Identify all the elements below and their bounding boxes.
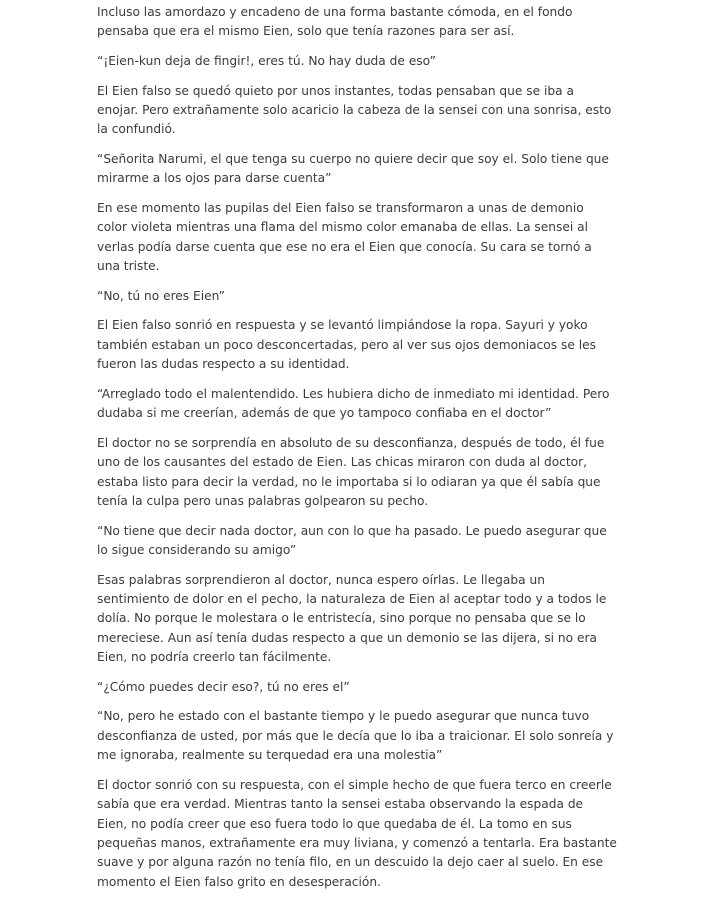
- paragraph-11: Esas palabras sorprendieron al doctor, nunca espero oírlas. Le llegaba un sentimiento de dolor en el pecho, la naturaleza de Eien al aceptar todo y a todos le dolía. No porque le molestara o le entristecía, sino porque no pensaba que se lo mereciese. Aun así tenía dudas respecto a que un demonio se las dijera, si no era Eien, no podría creerlo tan fácilmente.: [97, 572, 607, 665]
- paragraph-13: “No, pero he estado con el bastante tiempo y le puedo asegurar que nunca tuvo desconfianza de usted, por más que le decía que lo iba a traicionar. El solo sonreía y me ignoraba, realmente su terquedad era una molestia”: [97, 709, 614, 763]
- document-body: [97, 3, 617, 902]
- paragraph-2: “¡Eien-kun deja de fingir!, eres tú. No hay duda de eso”: [97, 54, 436, 68]
- paragraph-8: “Arreglado todo el malentendido. Les hubiera dicho de inmediato mi identidad. Pero dudaba si me creerían, además de que yo tampoco confiaba en el doctor”: [97, 386, 610, 421]
- paragraph-9: El doctor no se sorprendía en absoluto de su desconfianza, después de todo, él fue uno de los causantes del estado de Eien. Las chicas miraron con duda al doctor, estaba listo para decir la verdad, no le importaba si lo odiaran ya que él sabía que tenía la culpa pero unas palabras golpearon su pecho.: [97, 435, 605, 509]
- paragraph-14: El doctor sonrió con su respuesta, con el simple hecho de que fuera terco en creerle sabía que era verdad. Mientras tanto la sensei estaba observando la espada de Eien, no podía creer que eso fuera todo lo que quedaba de él. La tomo en sus pequeñas manos, extrañamente era muy liviana, y comenzó a tentarla. Era bastante suave y por alguna razón no tenía filo, en un descuido la dejo caer al suelo. En ese momento el Eien falso grito en desesperación.: [97, 777, 617, 889]
- paragraph-10: “No tiene que decir nada doctor, aun con lo que ha pasado. Le puedo asegurar que lo sigue considerando su amigo”: [97, 523, 607, 558]
- paragraph-7: El Eien falso sonrió en respuesta y se levantó limpiándose la ropa. Sayuri y yoko también estaban un poco desconcertadas, pero al ver sus ojos demoniacos se les fueron las dudas respecto a su identidad.: [97, 318, 596, 372]
- paragraph-4: “Señorita Narumi, el que tenga su cuerpo no quiere decir que soy el. Solo tiene que mirarme a los ojos para darse cuenta”: [97, 152, 609, 186]
- paragraph-1: Incluso las amordazo y encadeno de una forma bastante cómoda, en el fondo pensaba que era el mismo Eien, solo que tenía razones para ser así.: [97, 5, 573, 39]
- paragraph-3: El Eien falso se quedó quieto por unos instantes, todas pensaban que se iba a enojar. Pero extrañamente solo acaricio la cabeza de la sensei con una sonrisa, esto la confundió.: [97, 83, 612, 137]
- paragraph-5: En ese momento las pupilas del Eien falso se transformaron a unas de demonio color violeta mientras una flama del mismo color emanaba de ellas. La sensei al verlas podía darse cuenta que ese no era el Eien que conocía. Su cara se tornó a una triste.: [97, 201, 592, 274]
- paragraph-6: “No, tú no eres Eien”: [97, 288, 225, 303]
- paragraph-12: “¿Cómo puedes decir eso?, tú no eres el”: [97, 679, 350, 694]
